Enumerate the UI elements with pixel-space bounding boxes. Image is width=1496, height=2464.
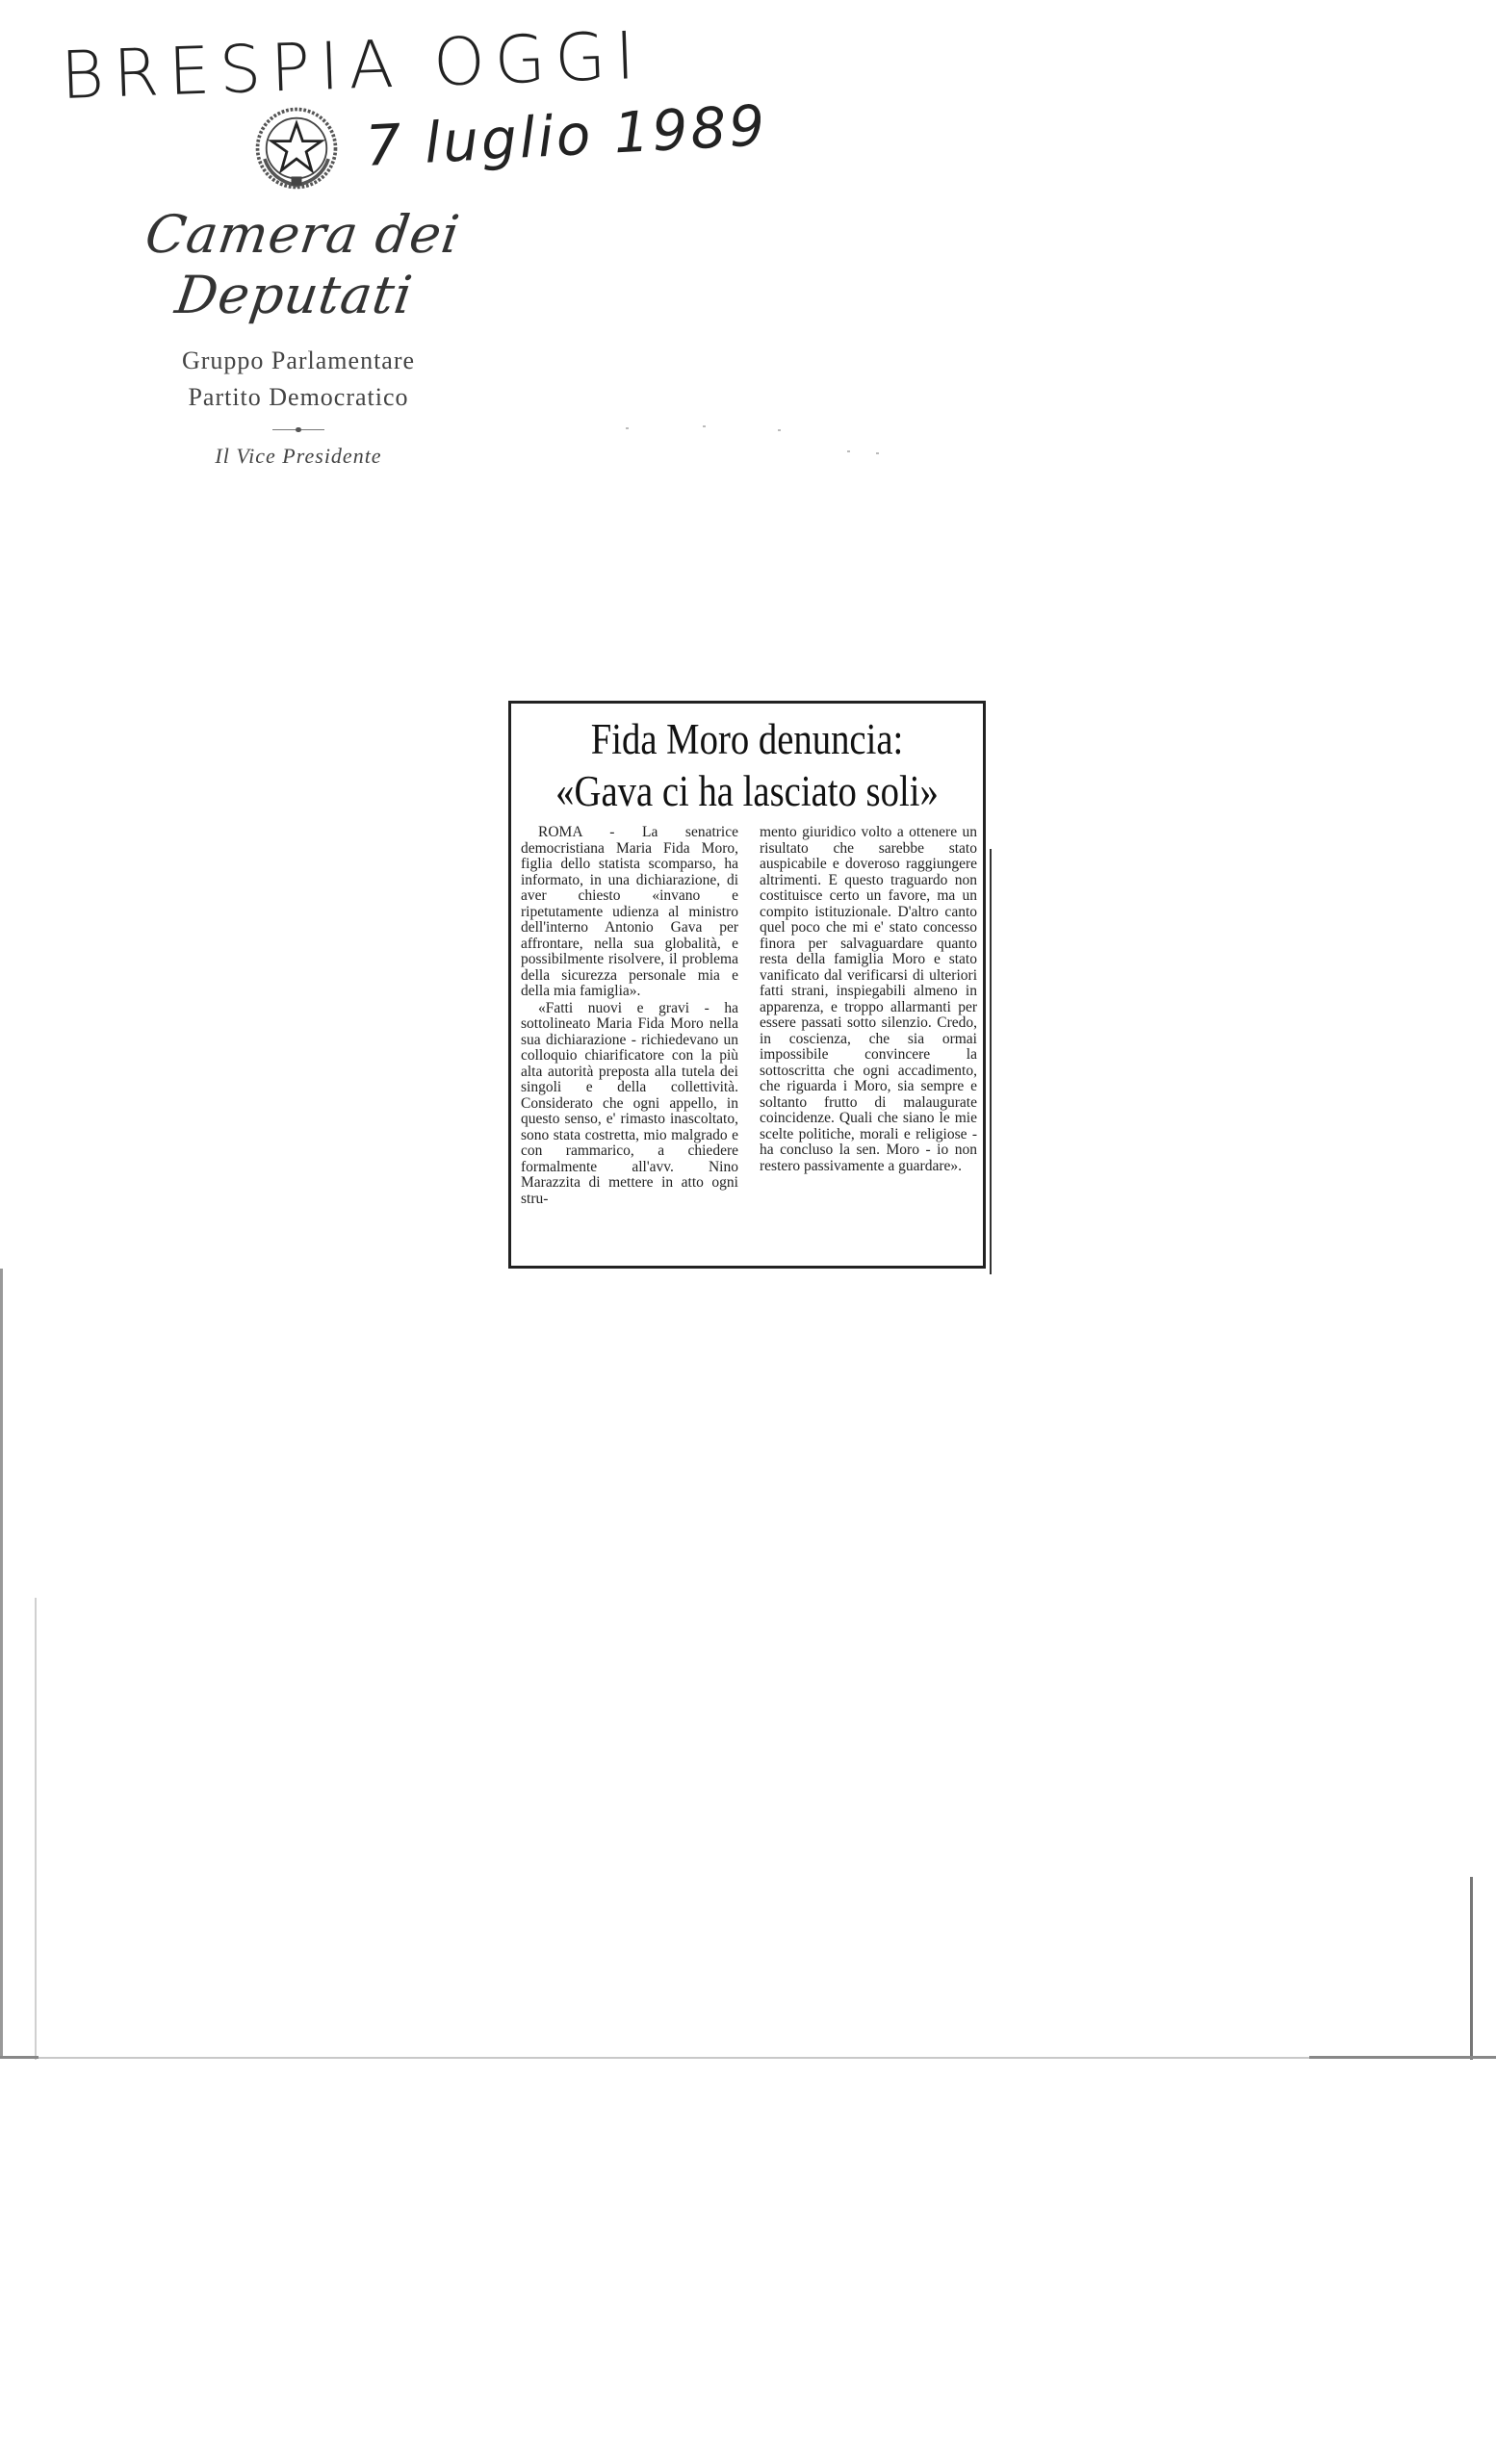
article-paragraph: ROMA - La senatrice democristiana Maria Fida Moro, figlia dello statista scomparso, ha informato, in una dichiarazione, di aver chiesto «invano e ripetutamente udienza al ministro dell'interno Antonio Gava per affrontare, nella sua globalità, e possibilmente risolvere, il problema della sicurezza personale mia e della mia famiglia». xyxy=(521,824,738,999)
article-paragraph: mento giuridico volto a ottenere un risultato che sarebbe stato auspicabile e doveroso raggiungere altrimenti. E questo traguardo non costituisce certo un favore, ma un compito istituzionale. D'altro canto quel poco che mi e' stato concesso finora per salvaguardare quanto resta della famiglia Moro e stato vanificato dal verificarsi di ulteriori fatti strani, inspiegabili almeno in apparenza, e troppo allarmanti per essere passati sotto silenzio. Credo, in coscienza, che sia ormai impossibile convincere la sottoscritta che ogni accadimento, che riguarda i Moro, sia sempre e soltanto frutto di malaugurate coincidenze. Quali che siano le mie scelte politiche, morali e religiose - ha concluso la sen. Moro - io non restero passivamente a guardare». xyxy=(760,824,977,1174)
scan-page-edge-left xyxy=(0,1269,3,2058)
scan-page-edge-inner xyxy=(35,1598,37,2060)
scan-page-edge-bottom xyxy=(0,2057,1496,2059)
scan-specks xyxy=(616,424,905,462)
headline-line1: Fida Moro denuncia: xyxy=(590,715,904,763)
handwritten-source-note: BRESPIA OGGI xyxy=(60,17,646,115)
clipping-column-rule xyxy=(990,849,992,1274)
article-paragraph: «Fatti nuovi e gravi - ha sottolineato Maria Fida Moro nella sua dichiarazione - richiedevano un colloquio chiarificatore con la più alta autorità preposta alla tutela dei singoli e della collettività. Considerato che ogni appello, in questo senso, e' rimasto inascoltato, sono stata costretta, mio malgrado e con rammarico, a chiedere formalmente all'avv. Nino Marazzita di mettere in atto ogni stru- xyxy=(521,999,738,1207)
newspaper-clipping xyxy=(508,701,986,1269)
sender-role: Il Vice Presidente xyxy=(215,444,382,468)
letterhead-divider xyxy=(272,429,324,430)
letterhead xyxy=(96,204,501,469)
scan-page-edge-right xyxy=(1470,1877,1473,2060)
chamber-name: Camera dei Deputati xyxy=(142,204,464,325)
headline-line2: «Gava ci ha lasciato soli» xyxy=(555,767,939,815)
group-name-line2: Partito Democratico xyxy=(188,383,409,411)
italian-republic-emblem-icon xyxy=(252,104,341,192)
scan-corner-left xyxy=(0,2056,39,2059)
article-left-column xyxy=(521,825,738,1207)
handwritten-date-note: 7 luglio 1989 xyxy=(364,92,769,179)
scan-corner-right xyxy=(1309,2056,1496,2059)
group-name-line1: Gruppo Parlamentare xyxy=(181,346,416,374)
article-right-column xyxy=(760,825,977,1174)
article-headline xyxy=(544,713,949,817)
